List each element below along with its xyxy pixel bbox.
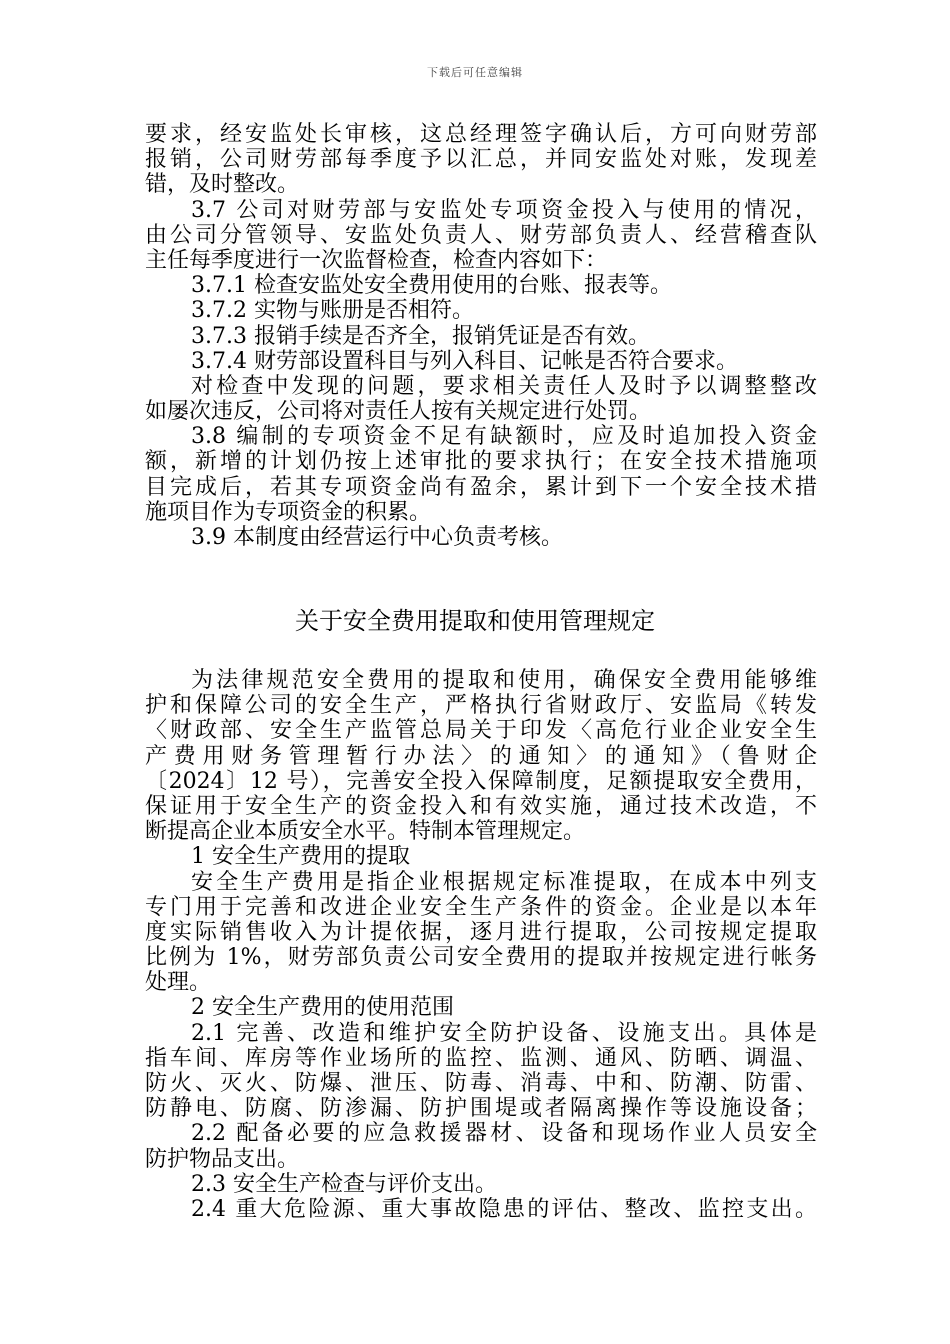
paragraph-line: 如屡次违反，公司将对责任人按有关规定进行处罚。 [145,399,652,425]
paragraph-line: 2.4 重大危险源、重大事故隐患的评估、整改、监控支出。 [191,1196,817,1222]
section-heading: 1 安全生产费用的提取 [191,844,410,870]
paragraph-line: 3.7 公司对财劳部与安监处专项资金投入与使用的情况， [191,197,817,223]
paragraph-line: 2.3 安全生产检查与评价支出。 [191,1171,497,1197]
section-2-text [145,668,817,1222]
paragraph-line: 护和保障公司的安全生产，严格执行省财政厅、安监局《转发 [145,693,817,719]
paragraph-line: 错，及时整改。 [145,172,300,198]
paragraph-line: 比例为 1%，财劳部负责公司安全费用的提取并按规定进行帐务 [145,945,817,971]
section-1-text [145,122,817,550]
paragraph-line: 〔2024〕12 号），完善安全投入保障制度，足额提取安全费用， [145,768,817,794]
paragraph-line: 专门用于完善和改进企业安全生产条件的资金。企业是以本年 [145,894,817,920]
paragraph-line: 3.7.3 报销手续是否齐全，报销凭证是否有效。 [191,323,650,349]
paragraph-line: 3.9 本制度由经营运行中心负责考核。 [191,525,563,550]
paragraph-line: 要求，经安监处长审核，这总经理签字确认后，方可向财劳部 [145,122,817,147]
paragraph-line: 防护物品支出。 [145,1146,300,1172]
paragraph-line: 为法律规范安全费用的提取和使用，确保安全费用能够维 [191,668,817,693]
paragraph-line: 报销，公司财劳部每季度予以汇总，并同安监处对账，发现差 [145,147,817,173]
paragraph-line: 产费用财务管理暂行办法〉的通知〉的通知》（鲁财企 [145,743,817,769]
paragraph-line: 断提高企业本质安全水平。特制本管理规定。 [145,819,586,845]
paragraph-line: 〈财政部、安全生产监管总局关于印发〈高危行业企业安全生 [145,718,817,744]
paragraph-line: 3.7.2 实物与账册是否相符。 [191,298,474,324]
paragraph-line: 主任每季度进行一次监督检查，检查内容如下： [145,247,608,273]
paragraph-line: 3.7.1 检查安监处安全费用使用的台账、报表等。 [191,273,672,299]
paragraph-line: 额，新增的计划仍按上述审批的要求执行；在安全技术措施项 [145,449,817,475]
paragraph-line: 安全生产费用是指企业根据规定标准提取，在成本中列支 [191,869,817,895]
paragraph-line: 防静电、防腐、防渗漏、防护围堤或者隔离操作等设施设备； [145,1096,817,1122]
paragraph-line: 施项目作为专项资金的积累。 [145,499,432,525]
paragraph-line: 处理。 [145,970,212,996]
section-heading: 2 安全生产费用的使用范围 [191,995,454,1021]
paragraph-line: 3.7.4 财劳部设置科目与列入科目、记帐是否符合要求。 [191,348,738,374]
paragraph-line: 防火、灭火、防爆、泄压、防毒、消毒、中和、防潮、防雷、 [145,1071,817,1096]
paragraph-line: 保证用于安全生产的资金投入和有效实施，通过技术改造，不 [145,793,817,819]
paragraph-line: 度实际销售收入为计提依据，逐月进行提取，公司按规定提取 [145,919,817,945]
document-title: 关于安全费用提取和使用管理规定 [295,607,655,635]
paragraph-line: 目完成后，若其专项资金尚有盈余，累计到下一个安全技术措 [145,474,817,500]
paragraph-line: 2.1 完善、改造和维护安全防护设备、设施支出。具体是 [191,1020,817,1046]
paragraph-line: 对检查中发现的问题，要求相关责任人及时予以调整整改 [191,373,817,399]
paragraph-line: 2.2 配备必要的应急救援器材、设备和现场作业人员安全 [191,1121,817,1147]
paragraph-line: 指车间、库房等作业场所的监控、监测、通风、防晒、调温、 [145,1045,817,1071]
page-header-note: 下载后可任意编辑 [427,66,523,79]
paragraph-line: 3.8 编制的专项资金不足有缺额时，应及时追加投入资金 [191,424,817,450]
paragraph-line: 由公司分管领导、安监处负责人、财劳部负责人、经营稽查队 [145,222,817,248]
